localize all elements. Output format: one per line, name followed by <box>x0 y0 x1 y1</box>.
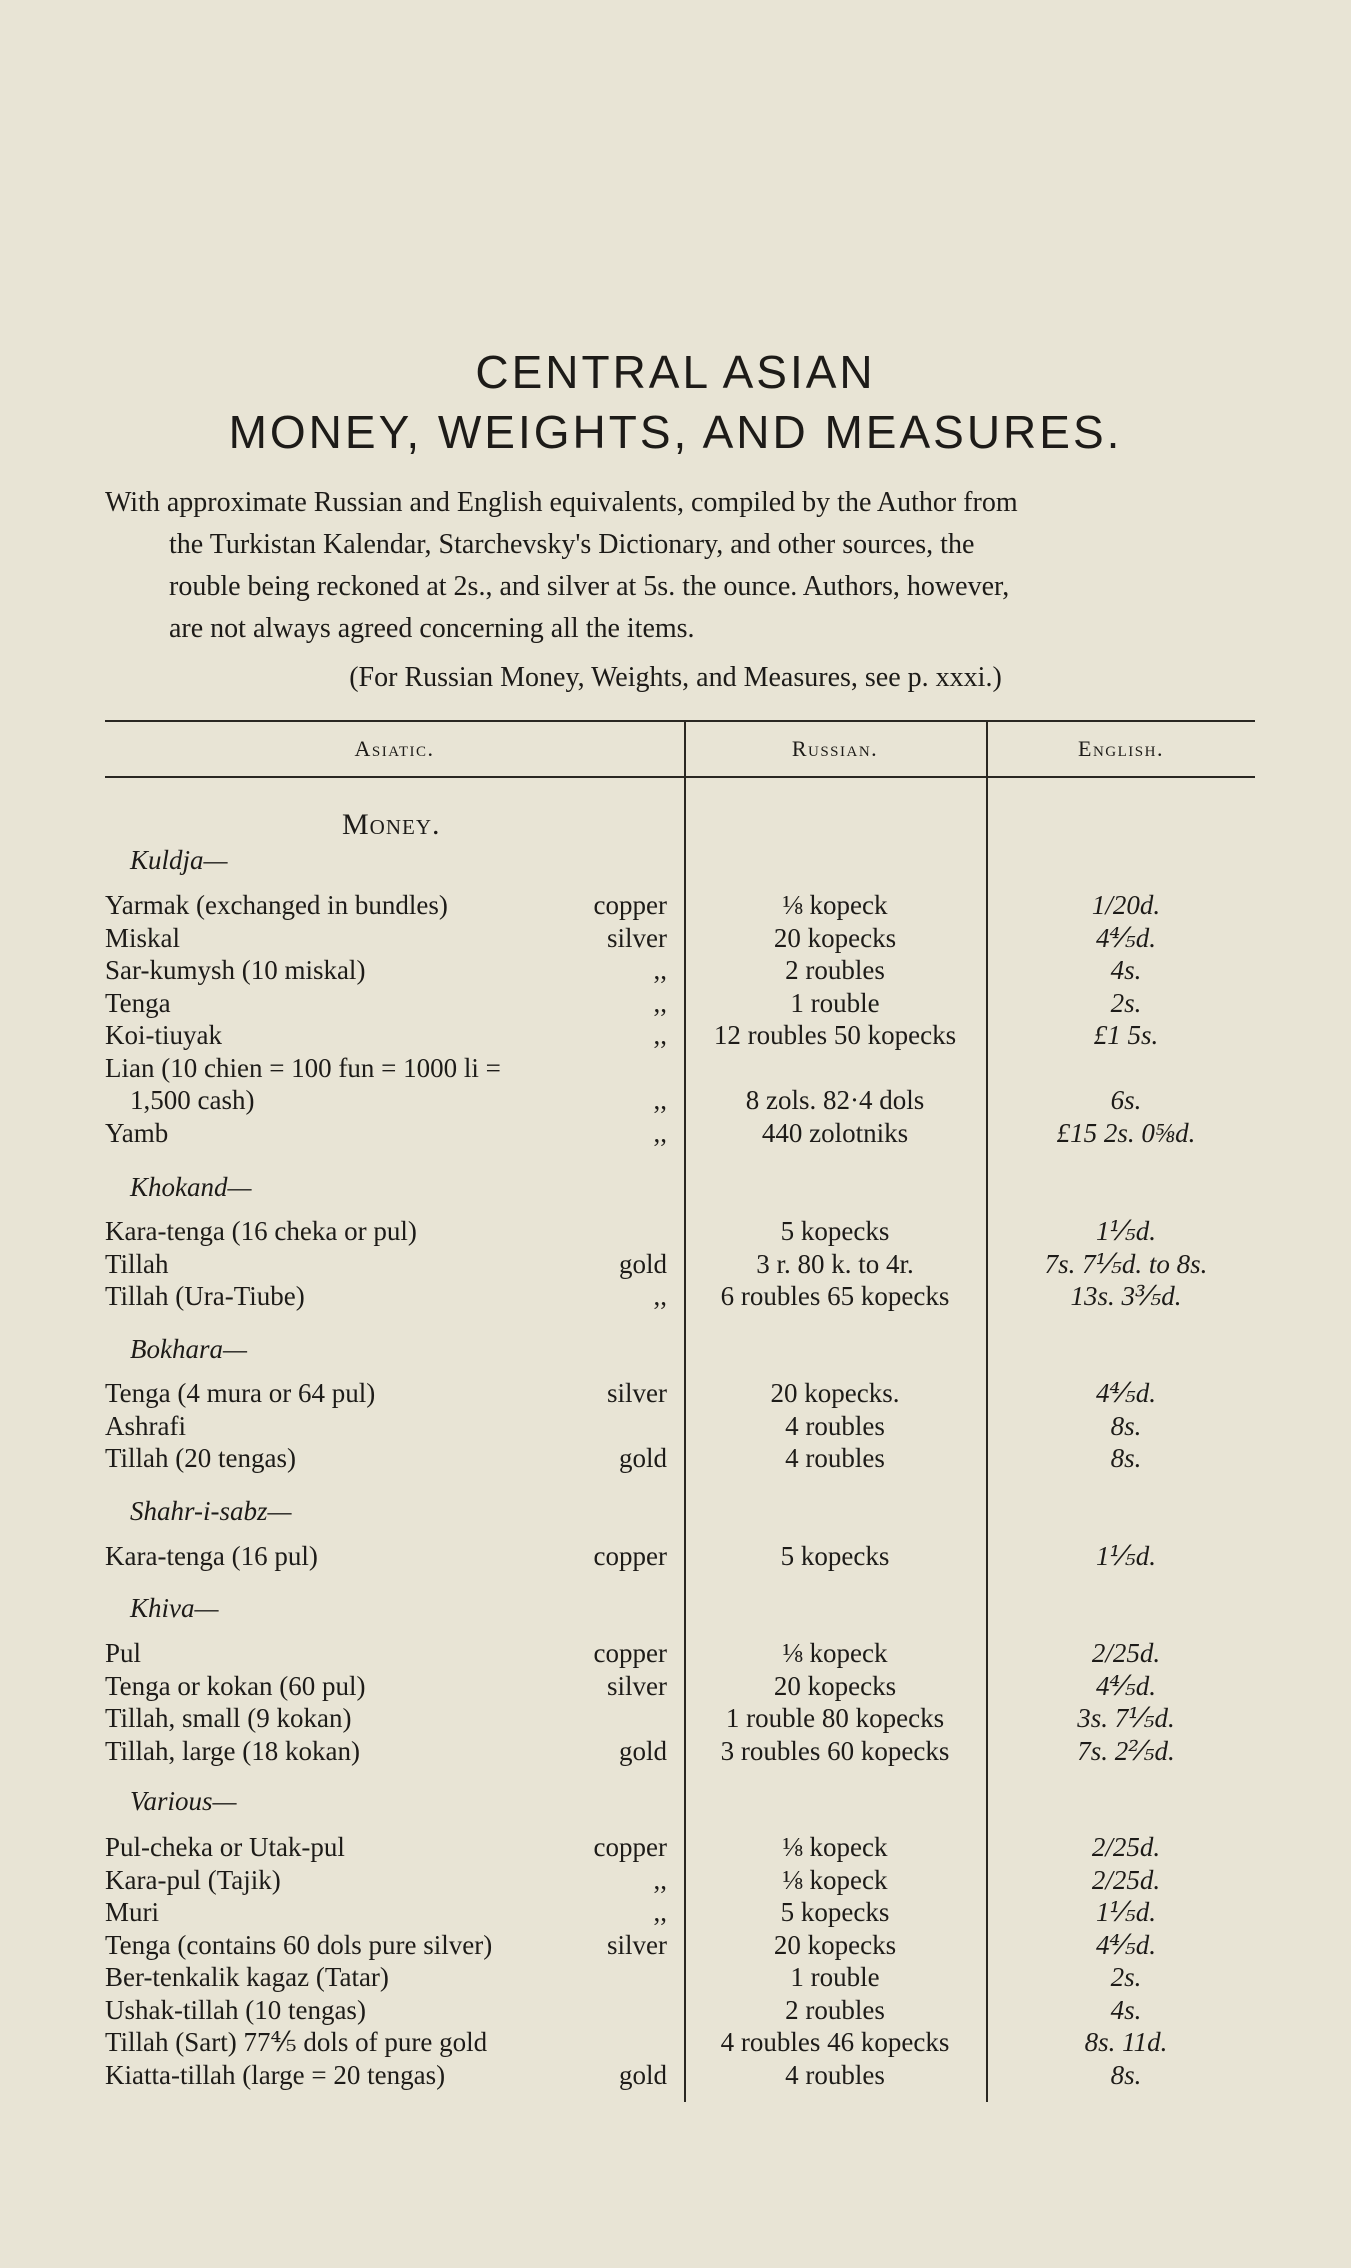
russian-equivalent: 5 kopecks <box>780 1216 890 1246</box>
table-row <box>0 1411 1351 1445</box>
table-row <box>0 1865 1351 1899</box>
table-row <box>0 1962 1351 1996</box>
table-row <box>0 1897 1351 1931</box>
russian-equivalent: 20 kopecks <box>773 922 897 953</box>
english-equivalent: 3s. 7⅕d. <box>1077 1703 1175 1733</box>
russian-equivalent: 3 r. 80 k. to 4r. <box>756 1248 914 1279</box>
asiatic-name: Tillah <box>105 1248 169 1279</box>
asiatic-name: Kara-tenga (16 cheka or pul) <box>105 1216 417 1246</box>
table-top-rule <box>105 720 1255 722</box>
intro-paragraph <box>105 482 1225 650</box>
intro-line: the Turkistan Kalendar, Starchevsky's Dictionary, and other sources, the <box>169 529 975 560</box>
table-row <box>0 1020 1351 1054</box>
group-heading: Kuldja— <box>130 845 228 875</box>
table-row <box>0 1378 1351 1412</box>
metal: ,, <box>653 1117 667 1148</box>
english-equivalent: 1⅕d. <box>1096 1897 1156 1927</box>
metal: ,, <box>653 1897 667 1927</box>
metal: copper <box>593 890 667 920</box>
english-equivalent: £1 5s. <box>1093 1020 1159 1050</box>
metal: ,, <box>653 1281 667 1311</box>
russian-equivalent: ⅛ kopeck <box>782 1638 888 1668</box>
asiatic-name: Ashrafi <box>105 1410 186 1441</box>
column-header-english: English. <box>1078 736 1164 761</box>
intro-line: are not always agreed concerning all the items. <box>169 613 695 644</box>
table-row <box>0 1703 1351 1737</box>
table-row <box>0 1443 1351 1477</box>
english-equivalent: 8s. <box>1110 1443 1142 1473</box>
english-equivalent: 8s. 11d. <box>1084 2027 1168 2057</box>
asiatic-name: Kara-pul (Tajik) <box>105 1864 281 1895</box>
english-equivalent: 4⅘d. <box>1096 1378 1156 1408</box>
asiatic-name: Tenga (contains 60 dols pure silver) <box>105 1929 493 1960</box>
asiatic-name: Ber-tenkalik kagaz (Tatar) <box>105 1962 389 1992</box>
section-heading-money: Money. <box>342 808 441 841</box>
russian-equivalent: 6 roubles 65 kopecks <box>720 1281 950 1311</box>
russian-equivalent: 4 roubles <box>785 1410 885 1441</box>
metal: silver <box>607 1670 667 1701</box>
table-row <box>0 1053 1351 1087</box>
russian-equivalent: 12 roubles 50 kopecks <box>713 1020 957 1050</box>
table-row <box>0 1118 1351 1152</box>
column-header-asiatic: Asiatic. <box>354 736 435 761</box>
english-equivalent: 1⅕d. <box>1096 1216 1156 1246</box>
asiatic-name: 1,500 cash) <box>130 1085 255 1115</box>
asiatic-name: Tenga or kokan (60 pul) <box>105 1670 366 1701</box>
metal: silver <box>607 1378 667 1408</box>
russian-equivalent: 1 rouble 80 kopecks <box>725 1703 945 1733</box>
russian-equivalent: 2 roubles <box>785 1994 885 2025</box>
asiatic-name: Koi-tiuyak <box>105 1020 222 1050</box>
metal: ,, <box>653 987 667 1018</box>
asiatic-name: Tenga <box>105 987 171 1018</box>
english-equivalent: 7s. 7⅕d. to 8s. <box>1044 1248 1208 1279</box>
group-heading: Various— <box>130 1786 237 1816</box>
table-row <box>0 1638 1351 1672</box>
asiatic-name: Tillah, small (9 kokan) <box>105 1703 352 1733</box>
russian-equivalent: ⅛ kopeck <box>782 1832 888 1862</box>
russian-equivalent: 2 roubles <box>785 955 885 985</box>
russian-equivalent: 20 kopecks <box>773 1670 897 1701</box>
page-title-line-1: CENTRAL ASIAN <box>475 346 876 398</box>
table-row <box>0 1085 1351 1119</box>
russian-equivalent: 4 roubles 46 kopecks <box>720 2027 950 2057</box>
english-equivalent: 7s. 2⅖d. <box>1077 1735 1175 1766</box>
metal: ,, <box>653 955 667 985</box>
table-row <box>0 1736 1351 1770</box>
metal: gold <box>618 1735 667 1766</box>
russian-equivalent: 1 rouble <box>790 987 880 1018</box>
english-equivalent: 4⅘d. <box>1096 1670 1156 1701</box>
metal: silver <box>607 1929 667 1960</box>
russian-equivalent: 5 kopecks <box>780 1541 890 1571</box>
metal: gold <box>618 2059 667 2090</box>
english-equivalent: 4s. <box>1110 1994 1142 2025</box>
table-row <box>0 2027 1351 2061</box>
russian-equivalent: 4 roubles <box>785 1443 885 1473</box>
asiatic-name: Pul-cheka or Utak-pul <box>105 1832 345 1862</box>
russian-equivalent: 5 kopecks <box>780 1897 890 1927</box>
asiatic-name: Tillah (20 tengas) <box>105 1443 296 1473</box>
column-header-russian: Russian. <box>791 736 879 761</box>
asiatic-name: Tenga (4 mura or 64 pul) <box>105 1378 376 1408</box>
metal: silver <box>607 922 667 953</box>
asiatic-name: Yarmak (exchanged in bundles) <box>105 890 448 920</box>
table-row <box>0 1930 1351 1964</box>
russian-equivalent: 440 zolotniks <box>761 1117 909 1148</box>
english-equivalent: 1/20d. <box>1091 890 1161 920</box>
asiatic-name: Pul <box>105 1638 142 1668</box>
group-heading: Bokhara— <box>130 1334 247 1364</box>
table-row <box>0 1249 1351 1283</box>
cross-reference-note: (For Russian Money, Weights, and Measures, see p. xxxi.) <box>349 662 1002 693</box>
english-equivalent: 2/25d. <box>1091 1832 1161 1862</box>
english-equivalent: £15 2s. 0⅝d. <box>1056 1117 1196 1148</box>
asiatic-name: Yamb <box>105 1117 169 1148</box>
asiatic-name: Miskal <box>105 922 181 953</box>
asiatic-name: Kara-tenga (16 pul) <box>105 1541 318 1571</box>
metal: copper <box>593 1832 667 1862</box>
english-equivalent: 2/25d. <box>1091 1638 1161 1668</box>
russian-equivalent: ⅛ kopeck <box>782 890 888 920</box>
table-header-rule <box>105 776 1255 778</box>
table-row <box>0 1281 1351 1315</box>
russian-equivalent: 1 rouble <box>790 1962 880 1992</box>
table-row <box>0 1832 1351 1866</box>
english-equivalent: 8s. <box>1110 1410 1142 1441</box>
table-row <box>0 1671 1351 1705</box>
asiatic-name: Sar-kumysh (10 miskal) <box>105 955 366 985</box>
russian-equivalent: ⅛ kopeck <box>782 1864 888 1895</box>
group-heading: Khiva— <box>130 1593 219 1623</box>
asiatic-name: Tillah (Ura-Tiube) <box>105 1281 305 1311</box>
asiatic-name: Muri <box>105 1897 159 1927</box>
asiatic-name: Ushak-tillah (10 tengas) <box>105 1994 366 2025</box>
metal: ,, <box>653 1864 667 1895</box>
table-row <box>0 1995 1351 2029</box>
table-row <box>0 923 1351 957</box>
metal: copper <box>593 1638 667 1668</box>
metal: copper <box>593 1541 667 1571</box>
russian-equivalent: 3 roubles 60 kopecks <box>720 1735 950 1766</box>
metal: gold <box>618 1248 667 1279</box>
english-equivalent: 4⅘d. <box>1096 1929 1156 1960</box>
asiatic-name: Kiatta-tillah (large = 20 tengas) <box>105 2059 446 2090</box>
english-equivalent: 2s. <box>1110 987 1142 1018</box>
metal: ,, <box>653 1085 667 1115</box>
english-equivalent: 1⅕d. <box>1096 1541 1156 1571</box>
intro-line: With approximate Russian and English equivalents, compiled by the Author from <box>105 487 1018 518</box>
table-row <box>0 890 1351 924</box>
english-equivalent: 13s. 3⅗d. <box>1070 1281 1182 1311</box>
table-row <box>0 955 1351 989</box>
table-row <box>0 1216 1351 1250</box>
russian-equivalent: 20 kopecks <box>773 1929 897 1960</box>
table-row <box>0 988 1351 1022</box>
english-equivalent: 4⅘d. <box>1096 922 1156 953</box>
metal: gold <box>618 1443 667 1473</box>
group-heading: Khokand— <box>130 1172 252 1202</box>
english-equivalent: 8s. <box>1110 2059 1142 2090</box>
english-equivalent: 2s. <box>1110 1962 1142 1992</box>
asiatic-name: Lian (10 chien = 100 fun = 1000 li = <box>105 1052 501 1083</box>
english-equivalent: 4s. <box>1110 955 1142 985</box>
asiatic-name: Tillah (Sart) 77⅘ dols of pure gold <box>105 2027 488 2057</box>
english-equivalent: 6s. <box>1110 1085 1142 1115</box>
table-row <box>0 2060 1351 2094</box>
group-heading: Shahr-i-sabz— <box>130 1496 292 1526</box>
russian-equivalent: 8 zols. 82·4 dols <box>745 1085 925 1115</box>
metal: ,, <box>653 1020 667 1050</box>
russian-equivalent: 4 roubles <box>785 2059 885 2090</box>
page-title-line-2: MONEY, WEIGHTS, AND MEASURES. <box>228 406 1123 458</box>
table-row <box>0 1541 1351 1575</box>
english-equivalent: 2/25d. <box>1091 1864 1161 1895</box>
intro-line: rouble being reckoned at 2s., and silver at 5s. the ounce. Authors, however, <box>169 571 1010 602</box>
russian-equivalent: 20 kopecks. <box>770 1378 900 1408</box>
asiatic-name: Tillah, large (18 kokan) <box>105 1735 360 1766</box>
